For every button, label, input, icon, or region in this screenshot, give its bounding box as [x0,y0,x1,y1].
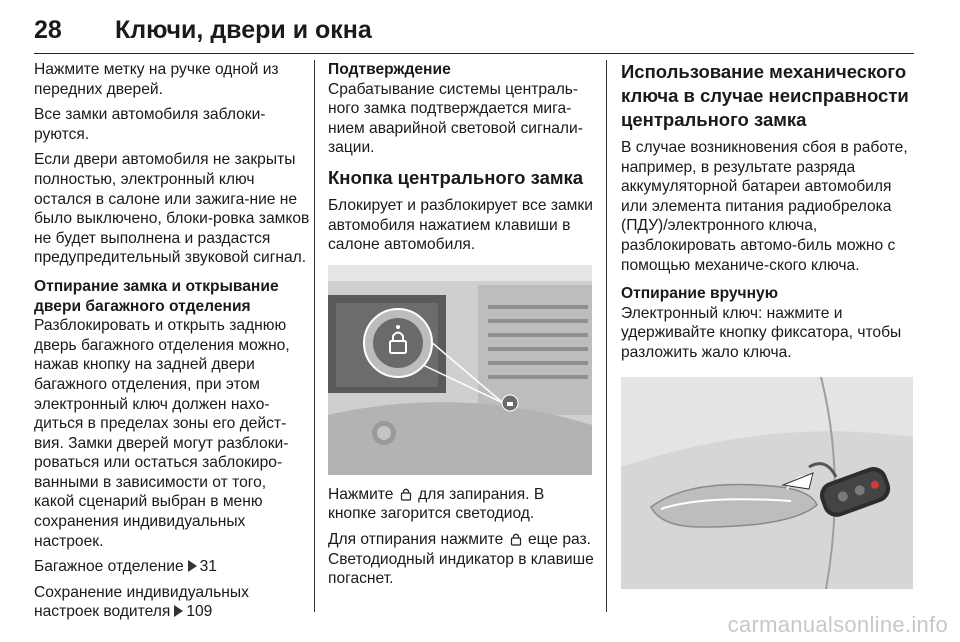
reference-page: 109 [186,603,213,621]
paragraph: Электронный ключ: нажмите и удерживайте кнопку фиксатора, чтобы разложить жало ключа. [621,304,902,361]
paragraph-lock: Нажмите для запирания. В кнопке загорится светодиод. [328,485,545,523]
paragraph: В случае возникновения сбоя в работе, например, в результате разряда аккумуляторной батареи автомобиля или элемента питания радиобрелока (ПДУ)/электронного ключа, разблокировать автомо-биль можно с помощью механиче-ского ключа. [621,139,908,274]
paragraph: Срабатывание системы централь-ного замка подтверждается мига-нием аварийной световой сигнали-зации. [328,80,583,157]
reference-text: Сохранение индивидуальных настроек водителя [34,583,249,621]
triangle-reference-icon [188,560,197,572]
padlock-icon [400,487,412,501]
mechanical-key-illustration [621,377,913,589]
paragraph: Если двери автомобиля не закрыты полностью, электронный ключ остался в салоне или зажига-ние не было выключено, блоки-ровка замков не будет выполнена и раздастся предупредительный звуковой сигнал. [34,151,310,267]
subheading-trunk-unlock: Отпирание замка и открывание двери багажного отделения [34,277,279,315]
paragraph: Блокирует и разблокирует все замки автомобиля нажатием клавиши в салоне автомобиля. [328,196,593,254]
paragraph: Нажмите метку на ручке одной из передних дверей. [34,61,279,98]
paragraph: Разблокировать и открыть заднюю дверь багажного отделения можно, нажав кнопку на задней двери багажного отделения, при этом электронный ключ должен нахо-диться в пределах зоны его дейст-вия. Замки дверей могут разблоки-роваться или остаться заблокиро-ванными в зависимости от того, какой сценарий выбран в меню сохранения индивидуальных настроек. [34,317,290,550]
section-title-central-lock-button: Кнопка центрального замка [328,166,584,188]
paragraph-unlock: Для отпирания нажмите еще раз. Светодиодный индикатор в клавише погаснет. [328,530,594,588]
reference-text: Багажное отделение [34,558,184,576]
padlock-icon [510,532,522,546]
column-divider [606,60,607,612]
column-3 [621,60,921,599]
column-divider [314,60,315,612]
subheading-manual-unlock: Отпирание вручную [621,285,779,303]
triangle-reference-icon [174,605,183,617]
cross-reference-settings[interactable] [34,583,310,622]
reference-page: 31 [199,558,217,576]
chapter-title: Ключи, двери и окна [115,16,372,44]
page-number: 28 [34,16,62,44]
central-lock-button-illustration [328,265,592,475]
watermark: carmanualsonline.info [727,612,948,637]
paragraph: Все замки автомобиля заблоки-руются. [34,106,266,143]
section-title-mechanical-key: Использование механического ключа в случае неисправности центрального замка [621,61,909,130]
cross-reference-trunk[interactable] [34,557,310,577]
column-2 [328,60,596,595]
column-1 [34,60,310,628]
page-header [34,14,914,54]
subheading-confirmation: Подтверждение [328,61,451,78]
